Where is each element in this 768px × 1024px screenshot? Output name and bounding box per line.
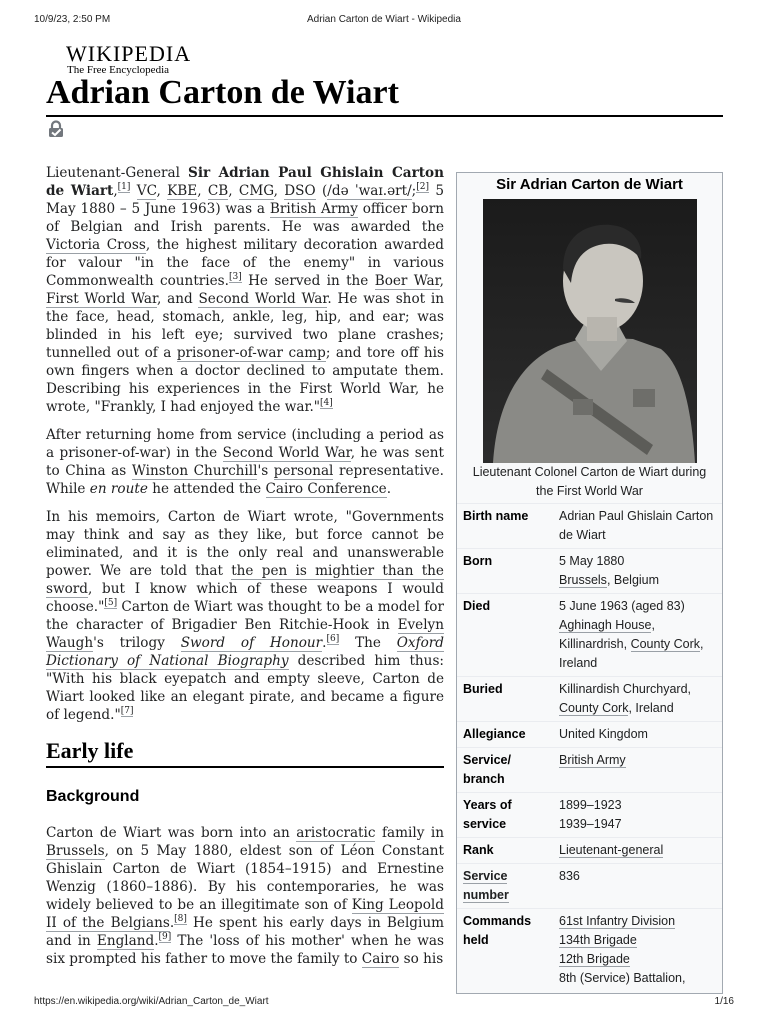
row-value: Adrian Paul Ghislain Carton de Wiart — [555, 504, 722, 549]
infobox-row-birth-name — [457, 504, 722, 549]
pow-camp-link[interactable]: prisoner-of-war camp — [176, 345, 326, 361]
row-label — [457, 864, 555, 909]
infobox-row-service-number — [457, 864, 722, 909]
county-cork-link[interactable]: County Cork — [559, 701, 629, 715]
print-url: https://en.wikipedia.org/wiki/Adrian_Carton_de_Wiart — [34, 996, 269, 1007]
title-divider — [46, 115, 723, 117]
brussels-link[interactable]: Brussels — [559, 573, 607, 587]
row-label: Commands held — [457, 909, 555, 992]
text: 's trilogy — [93, 635, 181, 651]
infobox-row-rank — [457, 838, 722, 864]
text: He spent his early days in Belgium and in — [46, 915, 444, 949]
row-value — [555, 793, 722, 838]
years-range: 1939–1947 — [559, 817, 622, 831]
photo-caption: Lieutenant Colonel Carton de Wiart during the First World War — [472, 465, 707, 498]
row-label: Years of service — [457, 793, 555, 838]
print-datetime: 10/9/23, 2:50 PM — [34, 14, 111, 25]
pen-mightier-link[interactable]: the pen is mightier than the sword — [46, 563, 444, 597]
wikipedia-tagline: The Free Encyclopedia — [67, 64, 170, 76]
text: , on 5 May 1880, eldest son of Léon Constant Ghislain Carton de Wiart (1854–1915) and Ernestine Wenzig (1860–1886). By his contemporaries, he was widely believed to be an illegitimate son of — [46, 843, 444, 913]
command-link[interactable]: 12th Brigade — [559, 952, 630, 966]
text: officer born of Belgian and Irish parents. He was awarded the — [46, 201, 444, 235]
citation-link[interactable]: [6] — [326, 634, 340, 645]
second-world-war-link[interactable]: Second World War — [198, 291, 328, 307]
command-link[interactable]: 134th Brigade — [559, 933, 637, 947]
cairo-link[interactable]: Cairo — [361, 951, 400, 967]
row-label: Allegiance — [457, 722, 555, 748]
personal-representative-link[interactable]: personal — [273, 463, 334, 479]
aghinagh-house-link[interactable]: Aghinagh House — [559, 618, 652, 632]
infobox-table — [457, 503, 722, 991]
service-number-link[interactable]: Service number — [463, 869, 509, 902]
infobox-title: Sir Adrian Carton de Wiart — [496, 176, 683, 193]
boer-war-link[interactable]: Boer War — [374, 273, 440, 289]
print-header — [34, 14, 734, 28]
paragraph — [46, 824, 444, 968]
text: In his memoirs, Carton de Wiart wrote, "Governments may think and say as they like, but force cannot be eliminated, and it is the only real and unanswerable power. We are told that — [46, 509, 444, 579]
citation-link[interactable]: [8] — [174, 914, 187, 925]
text: representative. While — [46, 463, 444, 497]
ipa-pronunciation-link[interactable]: /də ˈwaɪ.ərt/ — [327, 183, 412, 199]
row-value — [555, 594, 722, 677]
text: , he was sent to China as — [46, 445, 445, 479]
portrait-photo[interactable] — [483, 199, 697, 463]
row-label: Born — [457, 549, 555, 594]
command-text: 8th (Service) Battalion, — [559, 971, 686, 985]
second-world-war-link[interactable]: Second World War — [222, 445, 351, 461]
infobox-row-allegiance — [457, 722, 722, 748]
section-heading-early-life: Early life — [46, 742, 444, 768]
text: The — [339, 635, 397, 651]
text: , Killinardrish, — [559, 618, 655, 651]
years-range: 1899–1923 — [559, 798, 622, 812]
text: , Ireland — [628, 701, 674, 715]
evelyn-waugh-link[interactable]: Evelyn Waugh — [46, 617, 444, 651]
first-world-war-link[interactable]: First World War — [46, 291, 157, 307]
text: family in — [375, 825, 444, 841]
text: described him thus: "With his black eyepatch and empty sleeve, Carton de Wiart looked like an elegant pirate, and became a figure of legend." — [46, 653, 444, 723]
infobox-row-service — [457, 748, 722, 793]
kbe-link[interactable]: KBE — [167, 183, 198, 199]
row-value: United Kingdom — [555, 722, 722, 748]
born-date: 5 May 1880 — [559, 554, 625, 568]
cb-link[interactable]: CB — [207, 183, 229, 199]
citation-link[interactable]: [3] — [228, 272, 242, 283]
cmg-link[interactable]: CMG — [238, 183, 274, 199]
text: 's — [257, 463, 274, 479]
text: Carton de Wiart was born into an — [46, 825, 297, 841]
sword-of-honour-link[interactable]: Sword of Honour — [180, 635, 323, 651]
citation-link[interactable]: [1] — [117, 182, 131, 193]
text: Lieutenant-General — [46, 165, 189, 181]
infobox-row-years — [457, 793, 722, 838]
row-value: 836 — [555, 864, 722, 909]
row-label: Died — [457, 594, 555, 677]
text: he attended the — [147, 481, 266, 497]
died-date: 5 June 1963 (aged 83) — [559, 599, 685, 613]
king-leopold-link[interactable]: King Leopold II of the Belgians — [46, 897, 444, 931]
text: , Ireland — [559, 637, 704, 670]
british-army-link[interactable]: British Army — [559, 753, 626, 767]
dso-link[interactable]: DSO — [284, 183, 316, 199]
text: , but I know which of these weapons I would choose." — [46, 581, 444, 615]
citation-link[interactable]: [2] — [416, 182, 430, 193]
county-cork-link[interactable]: County Cork — [630, 637, 701, 651]
aristocratic-link[interactable]: aristocratic — [296, 825, 376, 841]
en-route-text: en route — [89, 481, 148, 497]
paragraph — [46, 508, 444, 724]
row-value — [555, 677, 722, 722]
cairo-conference-link[interactable]: Cairo Conference — [265, 481, 387, 497]
citation-link[interactable]: [9] — [158, 932, 172, 943]
print-page-count: 1/16 — [714, 996, 734, 1007]
print-footer — [34, 996, 734, 1010]
text: The 'loss of his mother' when he was six prompted his father to move the family to — [46, 933, 444, 967]
churchill-link[interactable]: Winston Churchill — [131, 463, 258, 479]
row-label: Rank — [457, 838, 555, 864]
row-value — [555, 748, 722, 793]
england-link[interactable]: England — [96, 933, 155, 949]
page-title: Adrian Carton de Wiart — [46, 74, 399, 111]
lieutenant-general-link[interactable]: Lieutenant-general — [559, 843, 664, 857]
text: . — [322, 635, 327, 651]
text: so his — [399, 951, 444, 967]
text: He served in the — [241, 273, 375, 289]
text: After returning home from service (including a period as a prisoner-of-war) in the — [46, 427, 444, 461]
text: 5 May 1880 – 5 June 1963) was a — [46, 183, 444, 217]
citation-link[interactable]: [5] — [104, 598, 118, 609]
text: . — [386, 481, 392, 497]
row-value — [555, 838, 722, 864]
command-link[interactable]: 61st Infantry Division — [559, 914, 676, 928]
row-label: Birth name — [457, 504, 555, 549]
infobox-row-commands — [457, 909, 722, 992]
text: , and — [157, 291, 199, 307]
subject-name: Sir Adrian Paul Ghislain Carton de Wiart — [46, 165, 445, 199]
citation-link[interactable]: [4] — [320, 398, 333, 409]
lock-icon[interactable] — [47, 120, 65, 138]
text: , Belgium — [606, 573, 660, 587]
vc-link[interactable]: VC — [136, 183, 157, 199]
text: . — [154, 933, 159, 949]
infobox-row-died — [457, 594, 722, 677]
row-value — [555, 909, 722, 992]
text: . He was shot in the face, head, stomach, ankle, leg, hip, and ear; was blinded in his left eye; survived two plane crashes; tunnelled out of a — [46, 291, 444, 361]
infobox — [456, 172, 723, 994]
row-label: Service/ branch — [457, 748, 555, 793]
print-page-title: Adrian Carton de Wiart - Wikipedia — [307, 14, 461, 25]
text: , the highest military decoration awarded for valour "in the face of the enemy" in various Commonwealth countries. — [46, 237, 444, 289]
brussels-link[interactable]: Brussels — [46, 843, 105, 859]
text: Carton de Wiart was thought to be a model for the character of Brigadier Ben Ritchie-Hook in — [46, 599, 444, 633]
citation-link[interactable]: [7] — [120, 706, 134, 717]
subsection-heading-background: Background — [46, 788, 140, 805]
infobox-row-buried — [457, 677, 722, 722]
infobox-row-born — [457, 549, 722, 594]
text: . — [169, 915, 175, 931]
text: ; and tore off his own fingers when a doctor declined to amputate them. Describing his experiences in the First World War, he wrote, "Frankly, I had enjoyed the war." — [46, 345, 444, 415]
paragraph — [46, 426, 444, 498]
victoria-cross-link[interactable]: Victoria Cross — [46, 237, 146, 253]
text: Killinardish Churchyard, — [559, 682, 692, 696]
article-body — [46, 164, 444, 978]
row-value — [555, 549, 722, 594]
wikipedia-wordmark[interactable]: WIKIPEDIA — [66, 41, 192, 66]
row-label: Buried — [457, 677, 555, 722]
british-army-link[interactable]: British Army — [269, 201, 358, 217]
lead-paragraph: Lieutenant-General Sir Adrian Paul Ghislain Carton de Wiart,[1] VC, KBE, CB, CMG, DSO (/də ˈwaɪ.ərt/;[2] 5 May 1880 – 5 June 1963) was a British Army officer born of Belgian and Irish parents. He was awarded the Victoria Cross, the highest military decoration awarded for valour "in the face of the enemy" in various Commonwealth countries.[3] He served in the Boer War, First World War, and Second World War. He was shot in the face, head, stomach, ankle, leg, hip, and ear; was blinded in his left eye; survived two plane crashes; tunnelled out of a prisoner-of-war camp; and tore off his own fingers when a doctor declined to amputate them. Describing his experiences in the First World War, he wrote, "Frankly, I had enjoyed the war."[4] — [46, 165, 445, 415]
odnb-link[interactable]: Oxford Dictionary of National Biography — [46, 635, 445, 669]
